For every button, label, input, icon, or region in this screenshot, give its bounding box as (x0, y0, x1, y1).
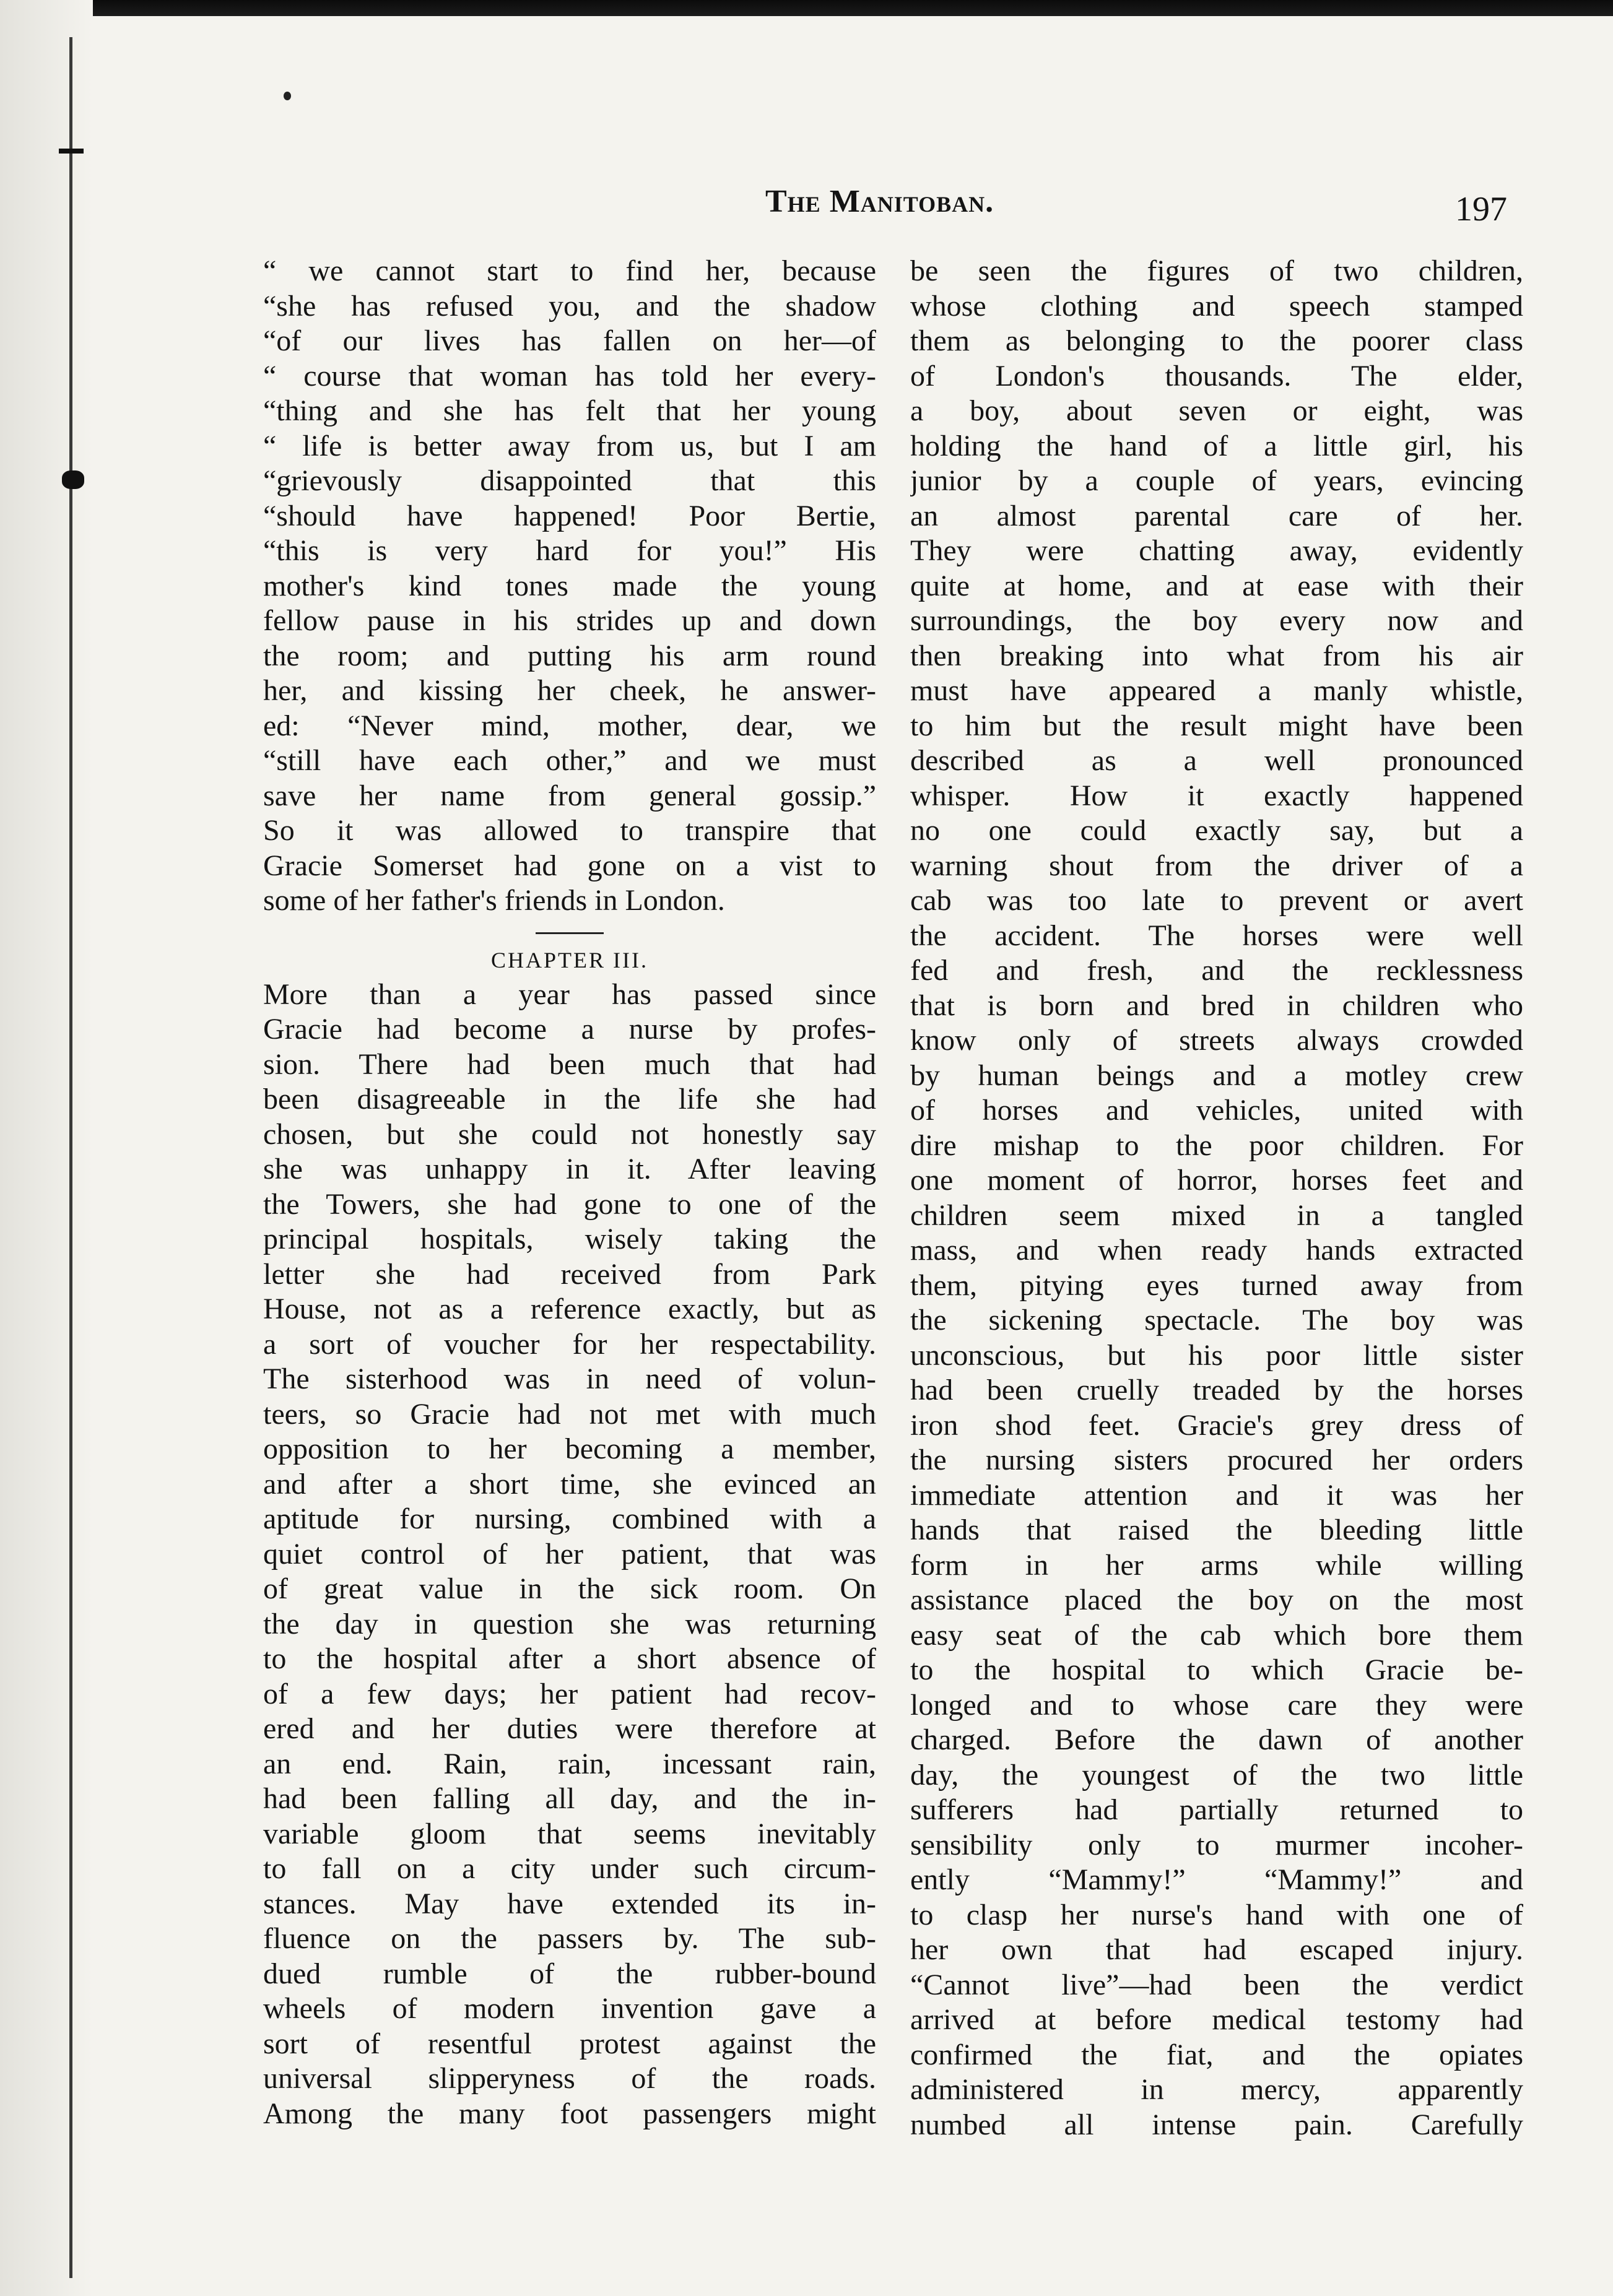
text-line: “she has refused you, and the shadow (263, 289, 876, 323)
text-line: ed: “Never mind, mother, dear, we (263, 709, 876, 742)
text-line: them as belonging to the poorer class (910, 324, 1523, 357)
ink-speck (284, 92, 291, 100)
text-line: aptitude for nursing, combined with a (263, 1502, 876, 1535)
text-line: sufferers had partially returned to (910, 1793, 1523, 1826)
text-line: Among the many foot passengers might (263, 2097, 876, 2130)
text-line: must have appeared a manly whistle, (910, 674, 1523, 707)
text-line: the day in question she was returning (263, 1607, 876, 1640)
text-line: warning shout from the driver of a (910, 849, 1523, 882)
left-column-chapter-text (263, 977, 876, 2132)
text-line: sensibility only to murmer incoher- (910, 1828, 1523, 1861)
right-column (910, 254, 1523, 2142)
text-line: “grievously disappointed that this (263, 464, 876, 497)
text-line: teers, so Gracie had not met with much (263, 1397, 876, 1431)
text-line: the accident. The horses were well (910, 919, 1523, 952)
text-line: that is born and bred in children who (910, 989, 1523, 1022)
left-column-paragraph (263, 254, 876, 919)
text-line: longed and to whose care they were (910, 1688, 1523, 1722)
text-line: They were chatting away, evidently (910, 534, 1523, 567)
text-line: to fall on a city under such circum- (263, 1852, 876, 1885)
binding-line (69, 37, 72, 2278)
text-line: to clasp her nurse's hand with one of (910, 1898, 1523, 1931)
text-line: surroundings, the boy every now and (910, 604, 1523, 637)
text-line: no one could exactly say, but a (910, 814, 1523, 847)
text-line: cab was too late to prevent or avert (910, 884, 1523, 917)
text-line: of a few days; her patient had recov- (263, 1677, 876, 1710)
text-line: assistance placed the boy on the most (910, 1583, 1523, 1616)
text-line: fluence on the passers by. The sub- (263, 1922, 876, 1955)
text-line: children seem mixed in a tangled (910, 1198, 1523, 1232)
text-line: “of our lives has fallen on her—of (263, 324, 876, 357)
text-line: a boy, about seven or eight, was (910, 394, 1523, 427)
text-line: hands that raised the bleeding little (910, 1514, 1523, 1546)
text-line: ered and her duties were therefore at (263, 1712, 876, 1745)
text-line: easy seat of the cab which bore them (910, 1618, 1523, 1652)
text-line: quite at home, and at ease with their (910, 569, 1523, 602)
text-line: immediate attention and it was her (910, 1478, 1523, 1512)
text-line: sion. There had been much that had (263, 1047, 876, 1081)
text-line: whisper. How it exactly happened (910, 779, 1523, 812)
text-line: letter she had received from Park (263, 1257, 876, 1291)
text-line: Gracie Somerset had gone on a vist to (263, 849, 876, 882)
text-line: her own that had escaped injury. (910, 1933, 1523, 1966)
text-line: a sort of voucher for her respectability. (263, 1327, 876, 1361)
text-line: universal slipperyness of the roads. (263, 2062, 876, 2095)
text-line: been disagreeable in the life she had (263, 1083, 876, 1116)
text-line: House, not as a reference exactly, but as (263, 1293, 876, 1325)
text-line: dire mishap to the poor children. For (910, 1129, 1523, 1162)
text-line: sort of resentful protest against the (263, 2027, 876, 2060)
text-line: administered in mercy, apparently (910, 2073, 1523, 2106)
text-line: “ course that woman has told her every- (263, 359, 876, 392)
page-number: 197 (1455, 190, 1507, 228)
binding-tick (59, 149, 84, 154)
text-line: fellow pause in his strides up and down (263, 604, 876, 637)
chapter-rule (536, 932, 604, 934)
text-line: unconscious, but his poor little sister (910, 1338, 1523, 1372)
binding-tick (62, 470, 84, 489)
text-line: fed and fresh, and the recklessness (910, 954, 1523, 987)
text-line: them, pitying eyes turned away from (910, 1268, 1523, 1302)
text-line: she was unhappy in it. After leaving (263, 1153, 876, 1185)
right-column-text (910, 254, 1523, 2142)
text-line: chosen, but she could not honestly say (263, 1117, 876, 1151)
text-line: save her name from general gossip.” (263, 779, 876, 812)
text-line: arrived at before medical testomy had (910, 2003, 1523, 2036)
text-line: the room; and putting his arm round (263, 639, 876, 672)
text-line: ently “Mammy!” “Mammy!” and (910, 1863, 1523, 1896)
text-line: mass, and when ready hands extracted (910, 1234, 1523, 1267)
text-line: More than a year has passed since (263, 977, 876, 1011)
text-line: day, the youngest of the two little (910, 1758, 1523, 1791)
scan-left-edge (0, 0, 93, 2296)
text-line: the Towers, she had gone to one of the (263, 1187, 876, 1221)
text-line: So it was allowed to transpire that (263, 814, 876, 847)
text-line: Gracie had become a nurse by profes- (263, 1013, 876, 1046)
text-line: opposition to her becoming a member, (263, 1432, 876, 1465)
text-line: quiet control of her patient, that was (263, 1537, 876, 1570)
text-line: whose clothing and speech stamped (910, 289, 1523, 323)
text-line: had been cruelly treaded by the horses (910, 1374, 1523, 1406)
text-line: form in her arms while willing (910, 1548, 1523, 1582)
text-line: iron shod feet. Gracie's grey dress of (910, 1408, 1523, 1442)
text-line: “ life is better away from us, but I am (263, 429, 876, 462)
text-line: charged. Before the dawn of another (910, 1723, 1523, 1756)
text-line: an almost parental care of her. (910, 499, 1523, 532)
text-line: an end. Rain, rain, incessant rain, (263, 1747, 876, 1780)
text-line: described as a well pronounced (910, 744, 1523, 777)
text-line: numbed all intense pain. Carefully (910, 2108, 1523, 2141)
text-line: to the hospital to which Gracie be- (910, 1653, 1523, 1686)
text-line: holding the hand of a little girl, his (910, 429, 1523, 462)
text-line: “Cannot live”—had been the verdict (910, 1968, 1523, 2001)
text-line: The sisterhood was in need of volun- (263, 1362, 876, 1395)
text-line: her, and kissing her cheek, he answer- (263, 674, 876, 707)
text-line: to him but the result might have been (910, 709, 1523, 742)
text-line: wheels of modern invention gave a (263, 1992, 876, 2025)
text-line: of horses and vehicles, united with (910, 1094, 1523, 1127)
text-line: “ we cannot start to find her, because (263, 254, 876, 287)
text-line: by human beings and a motley crew (910, 1059, 1523, 1092)
text-line: “should have happened! Poor Bertie, (263, 499, 876, 532)
text-line: some of her father's friends in London. (263, 884, 725, 917)
text-line: be seen the figures of two children, (910, 254, 1523, 287)
text-line: “thing and she has felt that her young (263, 394, 876, 427)
text-line: principal hospitals, wisely taking the (263, 1223, 876, 1255)
text-line: confirmed the fiat, and the opiates (910, 2038, 1523, 2071)
text-line: the nursing sisters procured her orders (910, 1444, 1523, 1476)
text-line: variable gloom that seems inevitably (263, 1817, 876, 1850)
text-line: know only of streets always crowded (910, 1024, 1523, 1057)
text-line: stances. May have extended its in- (263, 1887, 876, 1920)
text-line: one moment of horror, horses feet and (910, 1164, 1523, 1197)
text-line: mother's kind tones made the young (263, 569, 876, 602)
running-head: The Manitoban. (765, 184, 994, 219)
chapter-heading: CHAPTER III. (491, 947, 648, 973)
left-column (263, 254, 876, 2131)
text-line: of London's thousands. The elder, (910, 359, 1523, 392)
text-line: “this is very hard for you!” His (263, 534, 876, 567)
text-line: to the hospital after a short absence of (263, 1642, 876, 1675)
text-line: of great value in the sick room. On (263, 1572, 876, 1605)
text-line: junior by a couple of years, evincing (910, 464, 1523, 497)
text-line: and after a short time, she evinced an (263, 1467, 876, 1501)
text-line: “still have each other,” and we must (263, 744, 876, 777)
text-line: dued rumble of the rubber-bound (263, 1957, 876, 1990)
text-line: then breaking into what from his air (910, 639, 1523, 672)
scan-top-border (0, 0, 1613, 16)
text-line: had been falling all day, and the in- (263, 1782, 876, 1815)
text-line: the sickening spectacle. The boy was (910, 1304, 1523, 1336)
